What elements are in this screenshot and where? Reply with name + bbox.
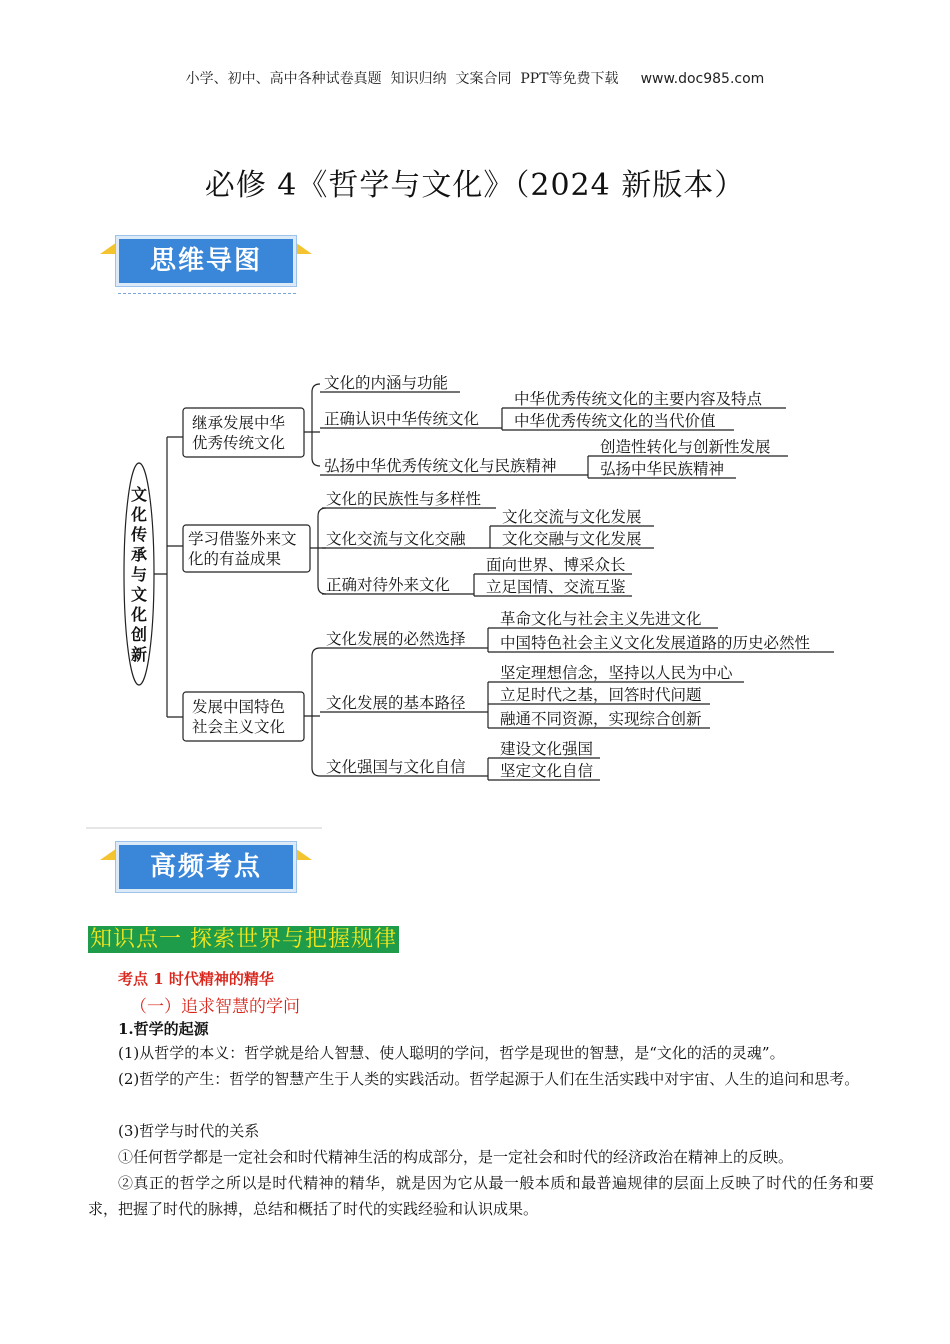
root-char: 新 — [130, 645, 148, 664]
knowledge-point-heading: 知识点一 探索世界与把握规律 — [90, 927, 397, 952]
page-title: 必修 4《哲学与文化》（2024 新版本） — [204, 168, 746, 203]
leaf-label: 弘扬中华民族精神 — [600, 460, 725, 478]
root-connectors — [154, 437, 183, 717]
topic-label: 正确认识中华传统文化 — [324, 410, 480, 428]
root-char: 化 — [130, 505, 148, 524]
paragraph: (2)哲学的产生：哲学的智慧产生于人类的实践活动。哲学起源于人们在生活实践中对宇宙、人生的追问和思考。 — [118, 1070, 860, 1088]
leaf-label: 立足国情、交流互鉴 — [486, 578, 626, 596]
branch-label: 学习借鉴外来文 — [188, 530, 297, 548]
root-char: 承 — [130, 545, 148, 564]
leaf-label: 文化交融与文化发展 — [502, 530, 642, 548]
leaf-label: 革命文化与社会主义先进文化 — [500, 610, 702, 628]
paragraph: (1)从哲学的本义：哲学就是给人智慧、使人聪明的学问，哲学是现世的智慧，是“文化的活的灵魂”。 — [118, 1044, 785, 1062]
leaf-label: 中华优秀传统文化的当代价值 — [514, 412, 716, 430]
topic-label: 文化的民族性与多样性 — [326, 490, 482, 508]
topic-label: 文化强国与文化自信 — [326, 758, 466, 776]
leaf-label: 中国特色社会主义文化发展道路的历史必然性 — [500, 634, 811, 652]
leaf-label: 融通不同资源，实现综合创新 — [500, 710, 702, 728]
header-text: 小学、初中、高中各种试卷真题 知识归纳 文案合同 PPT等免费下载 — [185, 71, 619, 87]
leaf-label: 建设文化强国 — [500, 740, 594, 758]
leaf-label: 中华优秀传统文化的主要内容及特点 — [514, 390, 763, 408]
root-char: 文 — [130, 585, 148, 604]
exam-point-title: 考点 1 时代精神的精华 — [118, 970, 274, 988]
topic-label: 文化发展的必然选择 — [326, 630, 466, 648]
leaf-label: 面向世界、博采众长 — [486, 556, 626, 574]
highfreq-banner-label: 高频考点 — [116, 842, 296, 892]
leaf-label: 立足时代之基，回答时代问题 — [500, 686, 702, 704]
topic-label: 文化交流与文化交融 — [326, 530, 466, 548]
topic-label: 文化的内涵与功能 — [324, 374, 449, 392]
topic-label: 文化发展的基本路径 — [326, 694, 466, 712]
topic-label: 正确对待外来文化 — [326, 576, 451, 594]
root-char: 创 — [130, 625, 148, 644]
branch-label: 发展中国特色 — [192, 698, 286, 716]
root-char: 与 — [130, 565, 148, 584]
leaf-label: 创造性转化与创新性发展 — [600, 438, 771, 456]
mindmap-banner-label: 思维导图 — [116, 236, 296, 286]
leaf-label: 坚定文化自信 — [500, 762, 594, 780]
root-char: 化 — [130, 605, 148, 624]
paragraph: ①任何哲学都是一定社会和时代精神生活的构成部分，是一定社会和时代的经济政治在精神上的反映。 — [118, 1148, 794, 1166]
section-divider — [86, 827, 322, 829]
topic-label: 弘扬中华优秀传统文化与民族精神 — [324, 457, 557, 475]
branch-label: 优秀传统文化 — [192, 434, 286, 452]
branch-label: 继承发展中华 — [192, 414, 286, 432]
highfreq-banner — [100, 842, 312, 898]
branch-label: 化的有益成果 — [188, 550, 282, 568]
root-char: 文 — [130, 485, 148, 504]
root-char: 传 — [130, 525, 148, 544]
leaf-label: 文化交流与文化发展 — [502, 508, 642, 526]
leaf-label: 坚定理想信念，坚持以人民为中心 — [500, 664, 733, 682]
paragraph: (3)哲学与时代的关系 — [118, 1122, 260, 1140]
sub-heading: （一）追求智慧的学问 — [130, 997, 300, 1017]
point-title: 1.哲学的起源 — [118, 1020, 209, 1038]
header-url[interactable]: www.doc985.com — [640, 71, 765, 87]
paragraph: ②真正的哲学之所以是时代精神的精华，就是因为它从最一般本质和最普遍规律的层面上反映了时代的任务和要求，把握了时代的脉搏，总结和概括了时代的实践经验和认识成果。 — [88, 1174, 874, 1218]
branch-label: 社会主义文化 — [192, 718, 286, 736]
